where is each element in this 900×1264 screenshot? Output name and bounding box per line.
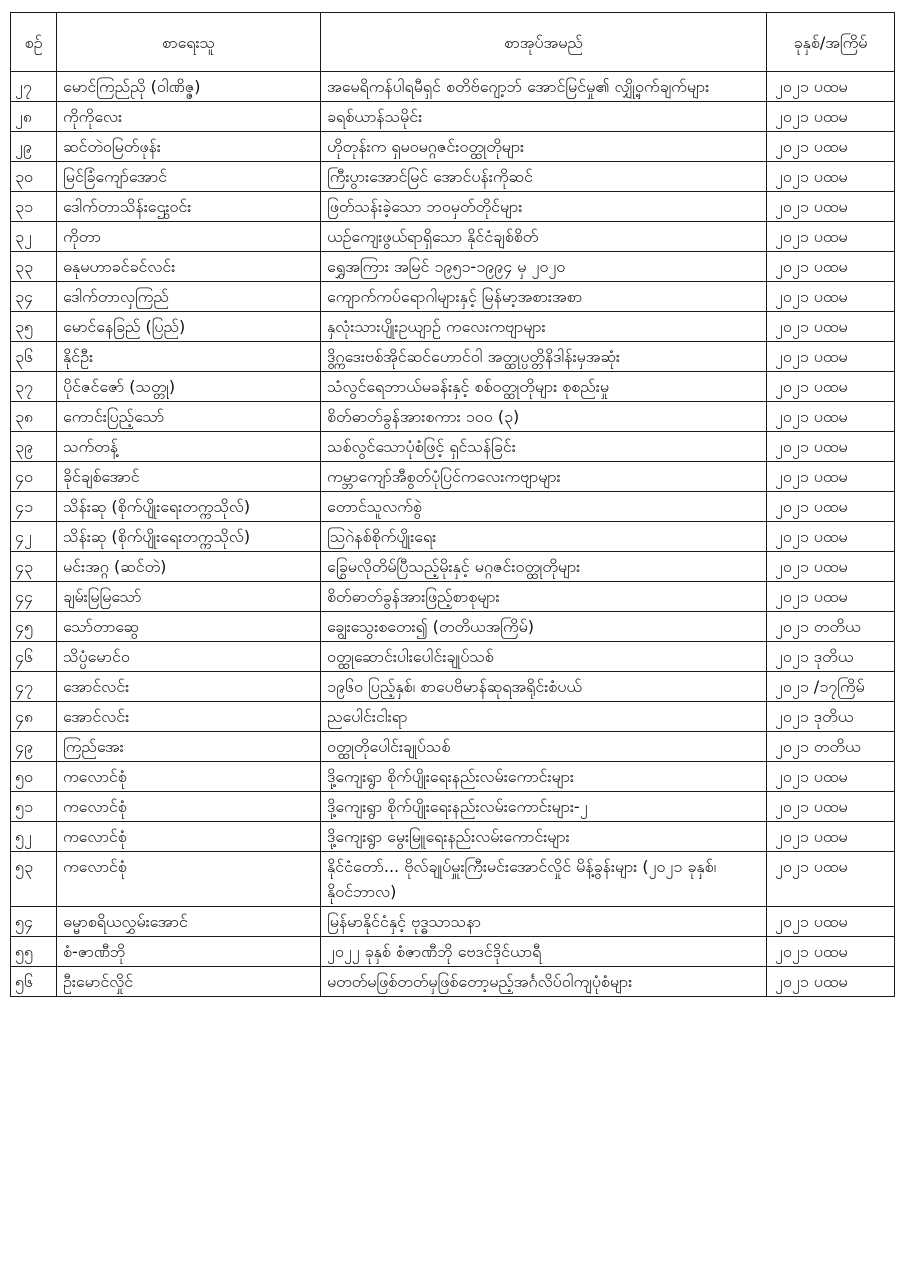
cell-author: အောင်လင်း <box>57 702 321 732</box>
cell-title: နိုင်ငံတော်... ဗိုလ်ချုပ်မှူးကြီးမင်းအောင်လှိုင် မိန့်ခွန်းများ (၂၀၂၁ ခုနှစ်၊ နိုဝင်ဘာလ) <box>321 852 767 907</box>
cell-author: နိုင်ဦး <box>57 342 321 372</box>
cell-title: ကမ္ဘာကျော်အီစွတ်ပုံပြင်ကလေးကဗျာများ <box>321 462 767 492</box>
cell-author: ဓနုမဟာခင်ခင်လင်း <box>57 252 321 282</box>
cell-no: ၄၇ <box>11 672 57 702</box>
table-row <box>11 822 895 852</box>
table-row <box>11 852 895 907</box>
header-no: စဉ် <box>11 13 57 72</box>
cell-year: ၂၀၂၁ ပထမ <box>767 192 895 222</box>
cell-author: မောင်ကြည်ညို (ဝါဏိဇ္ဇ) <box>57 72 321 102</box>
cell-no: ၄၁ <box>11 492 57 522</box>
cell-title: မြန်မာနိုင်ငံနှင့် ဗုဒ္ဓသာသနာ <box>321 907 767 937</box>
cell-title: ယဉ်ကျေးဖွယ်ရာရှိသော နိုင်ငံချစ်စိတ် <box>321 222 767 252</box>
cell-author: ချမ်းမြမြသော် <box>57 582 321 612</box>
cell-title: မတတ်မဖြစ်တတ်မှဖြစ်တော့မည့်အင်္ဂလိပ်ဝါကျပုံစံများ <box>321 967 767 997</box>
cell-title: ချွေးသွေးစတေး၍ (တတိယအကြိမ်) <box>321 612 767 642</box>
cell-author: ကလောင်စုံ <box>57 792 321 822</box>
cell-no: ၃၂ <box>11 222 57 252</box>
cell-year: ၂၀၂၁ ပထမ <box>767 937 895 967</box>
cell-no: ၃၄ <box>11 282 57 312</box>
table-row <box>11 612 895 642</box>
cell-no: ၄၄ <box>11 582 57 612</box>
cell-year: ၂၀၂၁ /၁၇ကြိမ် <box>767 672 895 702</box>
table-row <box>11 312 895 342</box>
table-row <box>11 702 895 732</box>
table-row <box>11 762 895 792</box>
cell-title: သြဂဲနစ်စိုက်ပျိုးရေး <box>321 522 767 552</box>
cell-year: ၂၀၂၁ ပထမ <box>767 582 895 612</box>
table-row <box>11 642 895 672</box>
table-row <box>11 792 895 822</box>
cell-no: ၂၉ <box>11 132 57 162</box>
cell-title: အမေရိကန်ပါရမီရှင် စတိဗ်ဂျော့ဘ် အောင်မြင်မှု၏ လျှို့ဝှက်ချက်များ <box>321 72 767 102</box>
cell-title: ဒို့ကျေးရွာ စိုက်ပျိုးရေးနည်းလမ်းကောင်းများ <box>321 762 767 792</box>
table-row <box>11 552 895 582</box>
cell-year: ၂၀၂၁ ပထမ <box>767 162 895 192</box>
cell-year: ၂၀၂၁ ပထမ <box>767 907 895 937</box>
cell-year: ၂၀၂၁ ဒုတိယ <box>767 702 895 732</box>
cell-no: ၅၀ <box>11 762 57 792</box>
cell-title: ဝတ္ထုဆောင်းပါးပေါင်းချုပ်သစ် <box>321 642 767 672</box>
cell-year: ၂၀၂၁ ဒုတိယ <box>767 642 895 672</box>
cell-title: ဟိုတုန်းက ရှမဝမဂ္ဂဇင်းဝတ္ထုတိုများ <box>321 132 767 162</box>
cell-author: မောင်နေခြည် (ပြည်) <box>57 312 321 342</box>
cell-no: ၃၅ <box>11 312 57 342</box>
cell-author: မြင်ခြံကျော်အောင် <box>57 162 321 192</box>
cell-no: ၅၅ <box>11 937 57 967</box>
cell-no: ၃၈ <box>11 402 57 432</box>
cell-no: ၅၆ <box>11 967 57 997</box>
cell-year: ၂၀၂၁ ပထမ <box>767 72 895 102</box>
cell-no: ၄၅ <box>11 612 57 642</box>
table-row <box>11 937 895 967</box>
header-year: ခုနှစ်/အကြိမ် <box>767 13 895 72</box>
table-row <box>11 967 895 997</box>
cell-title: ဒို့ကျေးရွာ မွေးမြူရေးနည်းလမ်းကောင်းများ <box>321 822 767 852</box>
cell-author: အောင်လင်း <box>57 672 321 702</box>
table-row <box>11 372 895 402</box>
cell-author: ကောင်းပြည့်သော် <box>57 402 321 432</box>
cell-year: ၂၀၂၁ ပထမ <box>767 492 895 522</box>
cell-no: ၄၀ <box>11 462 57 492</box>
cell-no: ၃၃ <box>11 252 57 282</box>
table-row <box>11 522 895 552</box>
cell-author: ဦးမောင်လှိုင် <box>57 967 321 997</box>
cell-year: ၂၀၂၁ ပထမ <box>767 552 895 582</box>
cell-year: ၂၀၂၁ ပထမ <box>767 102 895 132</box>
cell-year: ၂၀၂၁ ပထမ <box>767 432 895 462</box>
cell-author: စံ-ဇာဏီဘို <box>57 937 321 967</box>
cell-year: ၂၀၂၁ ပထမ <box>767 372 895 402</box>
cell-title: ခရစ်ယာန်သမိုင်း <box>321 102 767 132</box>
cell-year: ၂၀၂၁ ပထမ <box>767 282 895 312</box>
cell-no: ၄၉ <box>11 732 57 762</box>
header-row <box>11 13 895 72</box>
cell-title: စိတ်ဓာတ်ခွန်အားဖြည့်စာစုများ <box>321 582 767 612</box>
cell-year: ၂၀၂၁ ပထမ <box>767 222 895 252</box>
table-row <box>11 282 895 312</box>
cell-title: တောင်သူလက်စွဲ <box>321 492 767 522</box>
cell-title: ဖြတ်သန်းခဲ့သော ဘဝမှတ်တိုင်များ <box>321 192 767 222</box>
cell-author: ကိုတာ <box>57 222 321 252</box>
cell-year: ၂၀၂၁ ပထမ <box>767 312 895 342</box>
cell-title: သံလွင်ရေဘာယ်မခန်းနှင့် စစ်ဝတ္ထုတိုများ စုစည်းမှု <box>321 372 767 402</box>
cell-author: ကလောင်စုံ <box>57 762 321 792</box>
header-author: စာရေးသူ <box>57 13 321 72</box>
cell-title: ဝတ္ထုတိုပေါင်းချုပ်သစ် <box>321 732 767 762</box>
cell-year: ၂၀၂၁ ပထမ <box>767 792 895 822</box>
table-row <box>11 162 895 192</box>
table-row <box>11 402 895 432</box>
cell-author: ကလောင်စုံ <box>57 822 321 852</box>
table-header <box>11 13 895 72</box>
table-row <box>11 342 895 372</box>
table-row <box>11 132 895 162</box>
cell-year: ၂၀၂၁ ပထမ <box>767 402 895 432</box>
header-title: စာအုပ်အမည် <box>321 13 767 72</box>
cell-title: ရွှေအကြား အမြင် ၁၉၅၁-၁၉၉၄ မှ ၂၀၂၀ <box>321 252 767 282</box>
cell-author: ဓမ္မာစရိယလွှမ်းအောင် <box>57 907 321 937</box>
cell-author: ကလောင်စုံ <box>57 852 321 907</box>
cell-author: ခိုင်ချစ်အောင် <box>57 462 321 492</box>
cell-no: ၅၃ <box>11 852 57 907</box>
cell-no: ၃၇ <box>11 372 57 402</box>
cell-no: ၄၈ <box>11 702 57 732</box>
cell-no: ၄၂ <box>11 522 57 552</box>
table-row <box>11 102 895 132</box>
cell-title: ကြီးပွားအောင်မြင် အောင်ပန်းကိုဆင် <box>321 162 767 192</box>
table-row <box>11 582 895 612</box>
cell-author: သော်တာဆွေ <box>57 612 321 642</box>
cell-author: သိန်းဆု (စိုက်ပျိုးရေးတက္ကသိုလ်) <box>57 522 321 552</box>
cell-year: ၂၀၂၁ ပထမ <box>767 462 895 492</box>
cell-no: ၃၉ <box>11 432 57 462</box>
table-row <box>11 907 895 937</box>
table-row <box>11 222 895 252</box>
cell-year: ၂၀၂၁ ပထမ <box>767 852 895 907</box>
cell-year: ၂၀၂၁ တတိယ <box>767 612 895 642</box>
cell-title: ၂၀၂၂ ခုနှစ် စံဇာဏီဘို ဗေဒင်ဒိုင်ယာရီ <box>321 937 767 967</box>
cell-no: ၃၁ <box>11 192 57 222</box>
table-body <box>11 72 895 997</box>
table-row <box>11 492 895 522</box>
cell-author: သက်တန့် <box>57 432 321 462</box>
cell-title: ဒို့ကျေးရွာ စိုက်ပျိုးရေးနည်းလမ်းကောင်းများ-၂ <box>321 792 767 822</box>
cell-no: ၂၈ <box>11 102 57 132</box>
cell-title: သစ်လွင်သောပုံစံဖြင့် ရှင်သန်ခြင်း <box>321 432 767 462</box>
book-list-table <box>10 12 895 997</box>
table-row <box>11 462 895 492</box>
cell-no: ၅၄ <box>11 907 57 937</box>
cell-author: သိပ္ပံမောင်ဝ <box>57 642 321 672</box>
cell-author: ဆင်တဲဝမြတ်ဖုန်း <box>57 132 321 162</box>
cell-year: ၂၀၂၁ ပထမ <box>767 967 895 997</box>
cell-author: ကိုကိုလေး <box>57 102 321 132</box>
table-row <box>11 672 895 702</box>
table-row <box>11 192 895 222</box>
cell-year: ၂၀၂၁ ပထမ <box>767 342 895 372</box>
cell-title: နှလုံးသားပျိုးဥယျာဉ် ကလေးကဗျာများ <box>321 312 767 342</box>
cell-author: ပိုင်ဇင်ဇော် (သတ္တု) <box>57 372 321 402</box>
table-row <box>11 432 895 462</box>
cell-year: ၂၀၂၁ ပထမ <box>767 822 895 852</box>
cell-title: ၁၉၆၀ ပြည့်နှစ်၊ စာပေဗိမာန်ဆုရအရိုင်းစံပယ် <box>321 672 767 702</box>
cell-year: ၂၀၂၁ ပထမ <box>767 252 895 282</box>
cell-title: ညပေါင်းငါးရာ <box>321 702 767 732</box>
cell-year: ၂၀၂၁ ပထမ <box>767 522 895 552</box>
cell-no: ၃၀ <box>11 162 57 192</box>
cell-no: ၅၂ <box>11 822 57 852</box>
table-row <box>11 72 895 102</box>
cell-year: ၂၀၂၁ ပထမ <box>767 762 895 792</box>
cell-title: ကျောက်ကပ်ရောဂါများနှင့် မြန်မာ့အစားအစာ <box>321 282 767 312</box>
cell-author: ကြည်အေး <box>57 732 321 762</box>
cell-author: ဒေါက်တာလှကြည် <box>57 282 321 312</box>
cell-no: ၅၁ <box>11 792 57 822</box>
cell-author: ဒေါက်တာသိန်းဌွေးဝင်း <box>57 192 321 222</box>
cell-title: ဒွိဂ္ကဒေးဗစ်အိုင်ဆင်ဟောင်ဝါ အတ္ထုပ္ပတ္တိနိဒါန်းမှအဆုံး <box>321 342 767 372</box>
cell-no: ၄၃ <box>11 552 57 582</box>
cell-title: စိတ်ဓာတ်ခွန်အားစကား ၁၀၀ (၃) <box>321 402 767 432</box>
cell-author: သိန်းဆု (စိုက်ပျိုးရေးတက္ကသိုလ်) <box>57 492 321 522</box>
cell-no: ၂၇ <box>11 72 57 102</box>
cell-no: ၃၆ <box>11 342 57 372</box>
cell-title: ခြွေမလိုတိမ်ပြီသည့်မိုးနှင့် မဂ္ဂဇင်းဝတ္ထုတိုများ <box>321 552 767 582</box>
table-row <box>11 252 895 282</box>
table-row <box>11 732 895 762</box>
cell-year: ၂၀၂၁ ပထမ <box>767 132 895 162</box>
cell-author: မင်းအဂ္ဂ (ဆင်တဲ) <box>57 552 321 582</box>
cell-no: ၄၆ <box>11 642 57 672</box>
cell-year: ၂၀၂၁ တတိယ <box>767 732 895 762</box>
